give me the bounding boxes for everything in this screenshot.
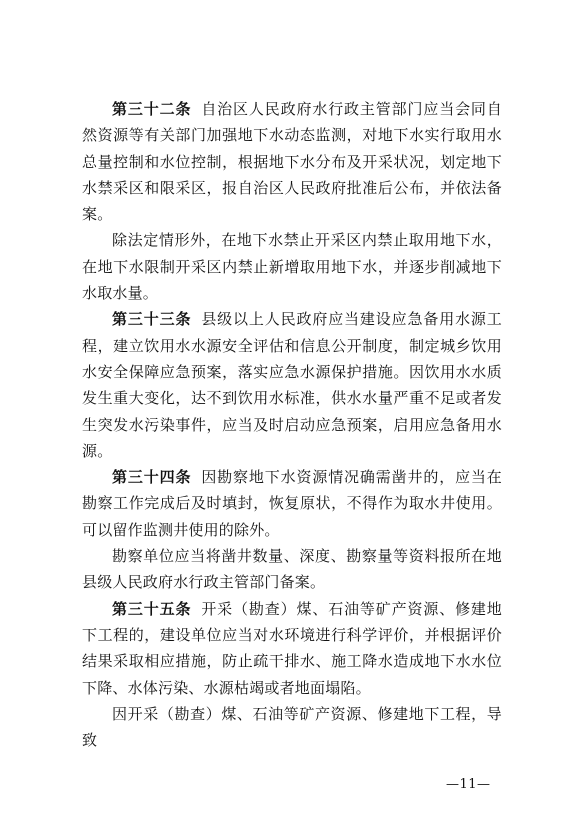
article-34-number: 第三十四条 xyxy=(112,468,192,487)
article-32-paragraph-2: 除法定情形外，在地下水禁止开采区内禁止取用地下水，在地下水限制开采区内禁止新增取用地下水，并逐步削减地下水取水量。 xyxy=(82,231,502,303)
article-34-paragraph xyxy=(82,464,502,543)
article-34-text: 因勘察地下水资源情况确需凿井的，应当在勘察工作完成后及时填封，恢复原状，不得作为取水井使用。可以留作监测井使用的除外。 xyxy=(82,468,502,539)
article-32-text: 自治区人民政府水行政主管部门应当会同自然资源等有关部门加强地下水动态监测，对地下水实行取用水总量控制和水位控制，根据地下水分布及开采状况，划定地下水禁采区和限采区，报自治区人民政府批准后公布，并依法备案。 xyxy=(82,100,502,224)
article-35-paragraph-2: 因开采（勘查）煤、石油等矿产资源、修建地下工程，导致 xyxy=(82,704,502,750)
article-35-number: 第三十五条 xyxy=(112,599,192,618)
article-34-paragraph-2: 勘察单位应当将凿井数量、深度、勘察量等资料报所在地县级人民政府水行政主管部门备案。 xyxy=(82,547,502,592)
article-32-number: 第三十二条 xyxy=(112,100,192,118)
article-33-paragraph xyxy=(82,306,502,464)
article-32-paragraph xyxy=(82,96,502,227)
article-33-text: 县级以上人民政府应当建设应急备用水源工程，建立饮用水水源安全评估和信息公开制度，制定城乡饮用水安全保障应急预案，落实应急水源保护措施。因饮用水水质发生重大变化，达不到饮用水标准，供水水量严重不足或者发生突发水污染事件，应当及时启动应急预案，启用应急备用水源。 xyxy=(82,310,502,460)
document-body xyxy=(82,96,502,753)
page-number: —11— xyxy=(446,777,491,792)
article-35-text: 开采（勘查）煤、石油等矿产资源、修建地下工程的，建设单位应当对水环境进行科学评价，并根据评价结果采取相应措施，防止疏干排水、施工降水造成地下水水位下降、水体污染、水源枯竭或者地面塌陷。 xyxy=(82,599,502,697)
article-33-number: 第三十三条 xyxy=(112,310,192,329)
article-35-paragraph xyxy=(82,596,502,701)
